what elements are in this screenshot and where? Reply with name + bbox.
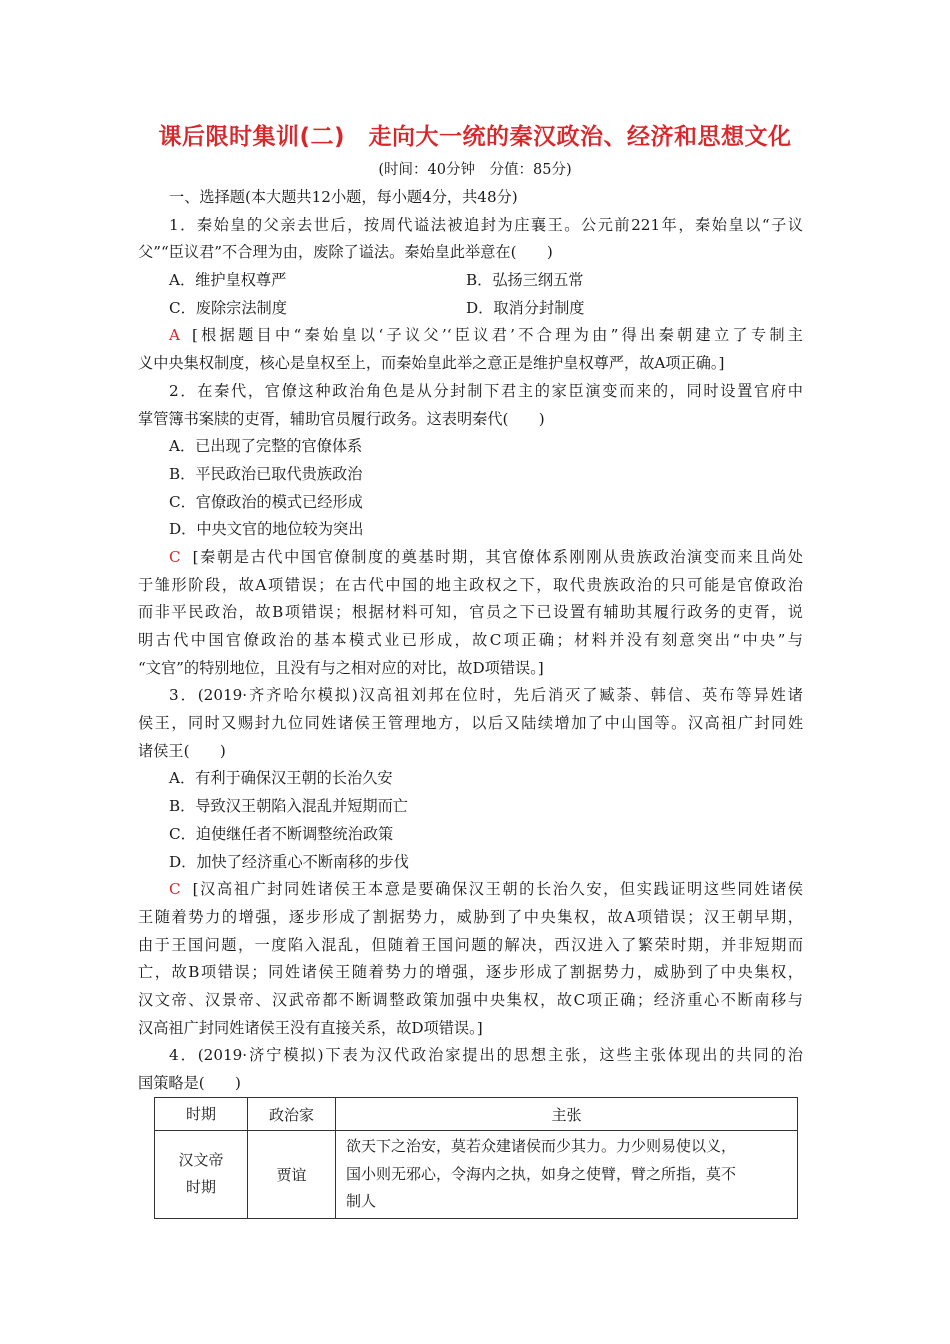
- question-3-explanation-line: 由于王国问题，一度陷入混乱，但随着王国问题的解决，西汉进入了繁荣时期，并非短期而: [138, 935, 803, 954]
- option-d: D．中央文官的地位较为突出: [169, 520, 364, 539]
- cell-view: 欲天下之治安，莫若众建诸侯而少其力。力少则易使以义， 国小则无邪心，令海内之执，如身之使臂，臂之所指，莫不 制人: [336, 1131, 798, 1219]
- section-heading: 一、选择题(本大题共12小题，每小题4分，共48分): [169, 188, 518, 206]
- option-a: A．有利于确保汉王朝的长治久安: [169, 769, 393, 788]
- question-3-explanation-line: 王随着势力的增强，逐步形成了割据势力，威胁到了中央集权，故A项错误；汉王朝早期，: [138, 907, 803, 926]
- cell-era: 汉文帝 时期: [155, 1131, 248, 1219]
- question-2-explanation-line: 于雏形阶段，故A项错误；在古代中国的地主政权之下，取代贵族政治的只可能是官僚政治: [138, 575, 803, 594]
- option-b: B．平民政治已取代贵族政治: [169, 464, 363, 483]
- page-title: 课后限时集训(二) 走向大一统的秦汉政治、经济和思想文化: [158, 124, 792, 150]
- question-1-options-row: [138, 267, 803, 295]
- answer-letter: A: [169, 326, 180, 345]
- question-3-stem-line: 诸侯王( ): [138, 741, 226, 760]
- option-d: D．加快了经济重心不断南移的步伐: [169, 852, 409, 871]
- question-3-explanation-line: 汉高祖广封同姓诸侯王没有直接关系，故D项错误。]: [138, 1018, 483, 1037]
- option-b: B．导致汉王朝陷入混乱并短期而亡: [169, 797, 408, 816]
- answer-letter: C: [169, 880, 181, 899]
- question-3-stem-line: 侯王，同时又赐封九位同姓诸侯王管理地方，以后又陆续增加了中山国等。汉高祖广封同姓: [138, 714, 803, 733]
- table-row: [155, 1131, 798, 1219]
- question-2-explanation-line: 而非平民政治，故B项错误；根据材料可知，官员之下已设置有辅助其履行政务的吏胥，说: [138, 603, 803, 622]
- question-4-stem-line: 4．(2019·济宁模拟)下表为汉代政治家提出的思想主张，这些主张体现出的共同的治: [169, 1046, 803, 1065]
- option-c: C．废除宗法制度: [169, 298, 287, 317]
- question-2-explanation-line: 明古代中国官僚政治的基本模式业已形成，故C项正确；材料并没有刻意突出“中央”与: [138, 631, 803, 649]
- cell-politician: 贾谊: [248, 1131, 336, 1219]
- question-3-stem-line: 3．(2019·齐齐哈尔模拟)汉高祖刘邦在位时，先后消灭了臧荼、韩信、英布等异姓诸: [169, 686, 803, 705]
- column-header-politician: 政治家: [248, 1098, 336, 1131]
- question-1-options-row: [138, 295, 803, 323]
- time-score-info: (时间：40分钟 分值：85分): [378, 162, 572, 178]
- question-2-explanation-line: “文官”的特别地位，且没有与之相对应的对比，故D项错误。]: [138, 658, 544, 677]
- question-2-stem-line: 掌管簿书案牍的吏胥，辅助官员履行政务。这表明秦代( ): [138, 409, 545, 428]
- question-1-explanation-line: A [根据题目中“秦始皇以‘子议父’‘臣议君’不合理为由”得出秦朝建立了专制主: [169, 326, 803, 345]
- option-c: C．迫使继任者不断调整统治政策: [169, 824, 394, 843]
- question-1-stem-line: 1．秦始皇的父亲去世后，按周代谥法被追封为庄襄王。公元前221年，秦始皇以“子议: [169, 215, 803, 234]
- question-2-stem-line: 2．在秦代，官僚这种政治角色是从分封制下君主的家臣演变而来的，同时设置官府中: [169, 381, 803, 400]
- column-header-era: 时期: [155, 1098, 248, 1131]
- column-header-view: 主张: [336, 1098, 798, 1131]
- answer-letter: C: [169, 547, 181, 566]
- question-1-stem-line: 父”“臣议君”不合理为由，废除了谥法。秦始皇此举意在( ): [138, 243, 553, 262]
- question-3-explanation-line: C [汉高祖广封同姓诸侯王本意是要确保汉王朝的长治久安，但实践证明这些同姓诸侯: [169, 880, 803, 899]
- question-4-stem-line: 国策略是( ): [138, 1074, 241, 1092]
- table-header-row: [155, 1098, 798, 1131]
- option-a: A．维护皇权尊严: [169, 271, 287, 290]
- question-3-explanation-line: 汉文帝、汉景帝、汉武帝都不断调整政策加强中央集权，故C项正确；经济重心不断南移与: [138, 990, 803, 1009]
- option-c: C．官僚政治的模式已经形成: [169, 492, 363, 511]
- question-body: [138, 184, 803, 1098]
- question-2-explanation-line: C [秦朝是古代中国官僚制度的奠基时期，其官僚体系刚刚从贵族政治演变而来且尚处: [169, 547, 803, 566]
- question-1-explanation-line: 义中央集权制度，核心是皇权至上，而秦始皇此举之意正是维护皇权尊严，故A项正确。]: [138, 354, 725, 373]
- question-3-explanation-line: 亡，故B项错误；同姓诸侯王随着势力的增强，逐步形成了割据势力，威胁到了中央集权，: [138, 963, 803, 982]
- policy-table: [154, 1097, 798, 1219]
- option-b: B．弘扬三纲五常: [466, 271, 584, 290]
- option-a: A．已出现了完整的官僚体系: [169, 437, 363, 456]
- option-d: D．取消分封制度: [466, 298, 585, 317]
